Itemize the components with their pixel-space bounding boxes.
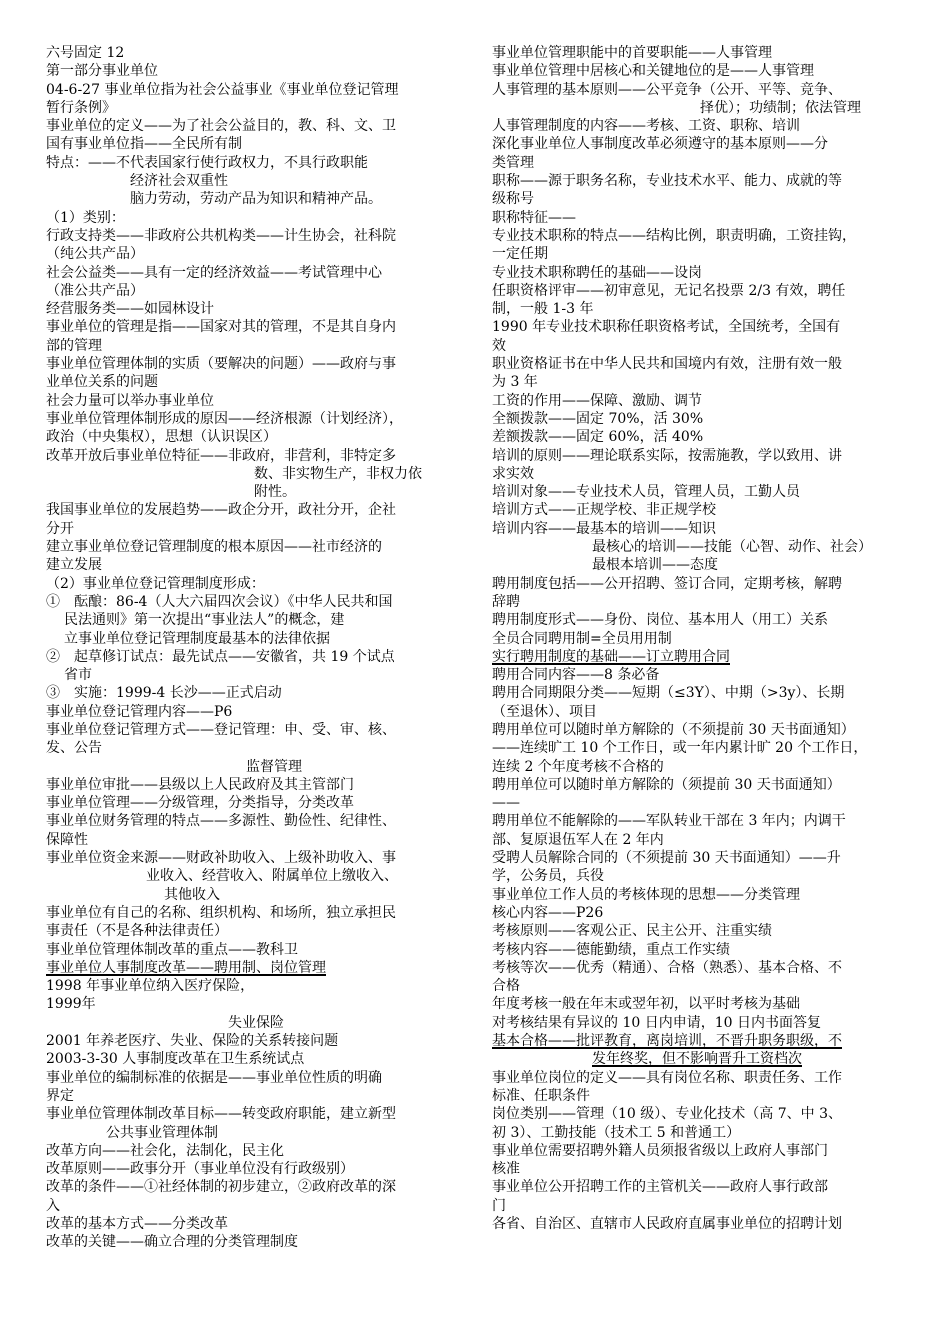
text-line: 发年终奖，但不影响晋升工资档次 (592, 1051, 802, 1068)
text-line: 标准、任职条件 (492, 1087, 590, 1104)
text-line: 专业技术职称聘任的基础——设岗 (492, 264, 702, 281)
text-line: 社会公益类——具有一定的经济效益——考试管理中心 (46, 264, 382, 281)
text-line: 培训方式——正规学校、非正规学校 (492, 502, 716, 519)
text-line: 改革的条件——①社经体制的初步建立，②政府改革的深 (46, 1179, 396, 1196)
text-line: 职称——源于职务名称，专业技术水平、能力、成就的等 (492, 173, 842, 190)
text-line: 暂行条例》 (46, 99, 116, 116)
text-line: 类管理 (492, 154, 534, 171)
text-line: 年度考核一般在年末或翌年初，以平时考核为基础 (492, 996, 800, 1013)
text-line: 事业单位登记管理方式——登记管理：申、受、审、核、 (46, 721, 396, 738)
text-line: 监督管理 (246, 758, 302, 775)
text-line: ① 酝酿：86-4（人大六届四次会议）《中华人民共和国 (46, 593, 393, 610)
text-line: 数、非实物生产，非权力依 (254, 465, 422, 482)
text-line: 特点：——不代表国家行使行政权力，不具行政职能 (46, 154, 368, 171)
text-line: 差额拨款——固定 60%，活 40% (492, 429, 704, 446)
text-line: 制，一般 1-3 年 (492, 301, 594, 318)
text-line: 国有事业单位指——全民所有制 (46, 136, 242, 153)
text-line: 附性。 (254, 484, 296, 501)
text-line: 一定任期 (492, 246, 548, 263)
text-line: 业收入、经营收入、附属单位上缴收入、 (146, 868, 398, 885)
text-line: 事业单位管理体制的实质（要解决的问题）——政府与事 (46, 356, 396, 373)
text-line: ③ 实施：1999-4 长沙——正式启动 (46, 685, 282, 702)
text-line: 事业单位管理体制改革目标——转变政府职能，建立新型 (46, 1106, 396, 1123)
text-line: 工资的作用——保障、激励、调节 (492, 392, 702, 409)
text-line: 考核等次——优秀（精通）、合格（熟悉）、基本合格、不 (492, 959, 842, 976)
text-line: 核心内容——P26 (492, 904, 604, 921)
text-line: 改革开放后事业单位特征——非政府，非营利，非特定多 (46, 447, 396, 464)
text-line: 深化事业单位人事制度改革必须遵守的基本原则——分 (492, 136, 828, 153)
text-line: 事业单位管理体制改革的重点——教科卫 (46, 941, 298, 958)
text-line: 事业单位登记管理内容——P6 (46, 703, 233, 720)
text-line: ② 起草修订试点：最先试点——安徽省，共 19 个试点 (46, 648, 395, 665)
text-line: 全员合同聘用制=全员用用制 (492, 630, 672, 647)
text-line: 考核原则——客观公正、民主公开、注重实绩 (492, 923, 772, 940)
text-line: 事业单位财务管理的特点——多源性、勤俭性、纪律性、 (46, 813, 396, 830)
text-line: 入 (46, 1197, 60, 1214)
text-line: 为 3 年 (492, 374, 538, 391)
text-line: 改革原则——政事分开（事业单位没有行政级别） (46, 1161, 354, 1178)
text-line: 职业资格证书在中华人民共和国境内有效，注册有效一般 (492, 356, 842, 373)
text-line: 1998 年事业单位纳入医疗保险， (46, 978, 255, 995)
text-line: 事业单位资金来源——财政补助收入、上级补助收入、事 (46, 850, 396, 867)
text-line: 门 (492, 1197, 506, 1214)
text-line: 其他收入 (164, 886, 220, 903)
text-line: 事业单位的编制标准的依据是——事业单位性质的明确 (46, 1069, 382, 1086)
right-column (492, 44, 908, 1233)
text-line: 民法通则》第一次提出“事业法人”的概念，建 (64, 612, 345, 629)
text-line: 政治（中央集权），思想（认识误区） (46, 429, 277, 446)
text-line: 事业单位管理中居核心和关键地位的是——人事管理 (492, 63, 814, 80)
text-line: 受聘人员解除合同的（不须提前 30 天书面通知）——升 (492, 850, 841, 867)
text-line: 建立发展 (46, 557, 102, 574)
text-line: 连续 2 个年度考核不合格的 (492, 758, 664, 775)
text-line: 事业单位的定义——为了社会公益目的，教、科、文、卫 (46, 118, 396, 135)
text-line: 任职资格评审——初审意见，无记名投票 2/3 有效，聘任 (492, 282, 846, 299)
text-line: 择优）；功绩制；依法管理 (700, 99, 861, 116)
text-line: 事业单位人事制度改革——聘用制、岗位管理 (46, 959, 326, 976)
text-line: 事业单位工作人员的考核体现的思想——分类管理 (492, 886, 800, 903)
text-line: 事业单位有自己的名称、组织机构、和场所，独立承担民 (46, 904, 396, 921)
text-line: 人事管理制度的内容——考核、工资、职称、培训 (492, 118, 800, 135)
text-line: 界定 (46, 1087, 74, 1104)
text-line: （准公共产品） (46, 282, 144, 299)
text-line: 实行聘用制度的基础——订立聘用合同 (492, 648, 730, 665)
text-line: 2001 年养老医疗、失业、保险的关系转接问题 (46, 1033, 339, 1050)
text-line: 最根本培训——态度 (592, 557, 718, 574)
text-line: 聘用合同期限分类——短期（≤3Y）、中期（>3y）、长期 (492, 685, 845, 702)
text-line: 经营服务类——如园林设计 (46, 301, 214, 318)
text-line: （2）事业单位登记管理制度形成： (46, 575, 265, 592)
text-line: 事业单位的管理是指——国家对其的管理，不是其自身内 (46, 319, 396, 336)
text-line: 基本合格——批评教育，离岗培训，不晋升职务职级，不 (492, 1033, 842, 1050)
text-line: 04-6-27 事业单位指为社会公益事业《事业单位登记管理 (46, 81, 399, 98)
text-line: 业单位关系的问题 (46, 374, 158, 391)
text-line: 改革方向——社会化，法制化，民主化 (46, 1142, 284, 1159)
text-line: —— (492, 795, 520, 812)
text-line: 社会力量可以举办事业单位 (46, 392, 214, 409)
text-line: 求实效 (492, 465, 534, 482)
left-column (46, 44, 462, 1252)
text-line: 培训的原则——理论联系实际，按需施教，学以致用、讲 (492, 447, 842, 464)
text-line: 2003-3-30 人事制度改革在卫生系统试点 (46, 1051, 305, 1068)
text-line: 省市 (64, 667, 92, 684)
text-line: 聘用制度形式——身份、岗位、基本用人（用工）关系 (492, 612, 828, 629)
text-line: 建立事业单位登记管理制度的根本原因——社市经济的 (46, 539, 382, 556)
text-line: 事业单位岗位的定义——具有岗位名称、职责任务、工作 (492, 1069, 842, 1086)
text-line: （1）类别： (46, 209, 125, 226)
text-line: 专业技术职称的特点——结构比例，职责明确，工资挂钩， (492, 227, 856, 244)
text-line: 对考核结果有异议的 10 日内申请，10 日内书面答复 (492, 1014, 821, 1031)
text-line: 聘用单位不能解除的——军队转业干部在 3 年内；内调干 (492, 813, 846, 830)
text-line: 立事业单位登记管理制度最基本的法律依据 (64, 630, 330, 647)
text-line: 聘用合同内容——8 条必备 (492, 667, 660, 684)
text-line: 效 (492, 337, 506, 354)
text-line: 合格 (492, 978, 520, 995)
text-line: 公共事业管理体制 (106, 1124, 218, 1141)
text-line: （至退休）、项目 (492, 703, 597, 720)
text-line: 事业单位管理体制形成的原因——经济根源（计划经济）， (46, 410, 403, 427)
text-line: 核准 (492, 1161, 520, 1178)
text-line: 学，公务员，兵役 (492, 868, 604, 885)
text-line: 发、公告 (46, 740, 102, 757)
text-line: 岗位类别——管理（10 级）、专业化技术（高 7、中 3、 (492, 1106, 842, 1123)
text-line: 全额拨款——固定 70%，活 30% (492, 410, 704, 427)
text-line: 事业单位管理职能中的首要职能——人事管理 (492, 45, 772, 61)
text-line: 人事管理的基本原则——公平竞争（公开、平等、竞争、 (492, 81, 842, 98)
text-line: ——连续旷工 10 个工作日，或一年内累计旷 20 个工作日， (492, 740, 868, 757)
text-line: 最核心的培训——技能（心智、动作、社会） (592, 539, 872, 556)
text-line: 脑力劳动，劳动产品为知识和精神产品。 (130, 191, 382, 208)
section-heading: 第一部分事业单位 (46, 63, 158, 80)
text-line: 经济社会双重性 (130, 173, 228, 190)
text-line: 职称特征—— (492, 209, 576, 226)
text-line: 行政支持类——非政府公共机构类——计生协会，社科院 (46, 227, 396, 244)
text-line: 各省、自治区、直辖市人民政府直属事业单位的招聘计划 (492, 1216, 842, 1232)
text-line: 级称号 (492, 191, 534, 208)
text-line: （纯公共产品） (46, 246, 144, 263)
text-line: 聘用制度包括——公开招聘、签订合同，定期考核，解聘 (492, 575, 842, 592)
text-line: 六号固定 12 (46, 45, 125, 61)
text-line: 我国事业单位的发展趋势——政企分开，政社分开，企社 (46, 502, 396, 519)
text-line: 1990 年专业技术职称任职资格考试，全国统考，全国有 (492, 319, 841, 336)
text-line: 事业单位需要招聘外籍人员须报省级以上政府人事部门 (492, 1142, 828, 1159)
text-line: 事业单位审批——县级以上人民政府及其主管部门 (46, 776, 354, 793)
text-line: 事责任（不是各种法律责任） (46, 923, 228, 940)
text-line: 改革的关键——确立合理的分类管理制度 (46, 1234, 298, 1251)
text-line: 培训内容——最基本的培训——知识 (492, 520, 716, 537)
text-line: 事业单位公开招聘工作的主管机关——政府人事行政部 (492, 1179, 828, 1196)
text-line: 聘用单位可以随时单方解除的（不须提前 30 天书面通知） (492, 721, 855, 738)
text-line: 保障性 (46, 831, 88, 848)
text-line: 失业保险 (228, 1014, 284, 1031)
text-line: 初 3）、工勤技能（技术工 5 和普通工） (492, 1124, 741, 1141)
text-line: 聘用单位可以随时单方解除的（须提前 30 天书面通知） (492, 776, 841, 793)
text-line: 辞聘 (492, 593, 520, 610)
text-line: 事业单位管理——分级管理，分类指导，分类改革 (46, 795, 354, 812)
text-line: 培训对象——专业技术人员，管理人员，工勤人员 (492, 484, 800, 501)
text-line: 分开 (46, 520, 74, 537)
text-line: 部的管理 (46, 337, 102, 354)
text-line: 部、复原退伍军人在 2 年内 (492, 831, 664, 848)
text-line: 考核内容——德能勤绩，重点工作实绩 (492, 941, 730, 958)
text-line: 改革的基本方式——分类改革 (46, 1216, 228, 1232)
text-line: 1999年 (46, 996, 96, 1013)
